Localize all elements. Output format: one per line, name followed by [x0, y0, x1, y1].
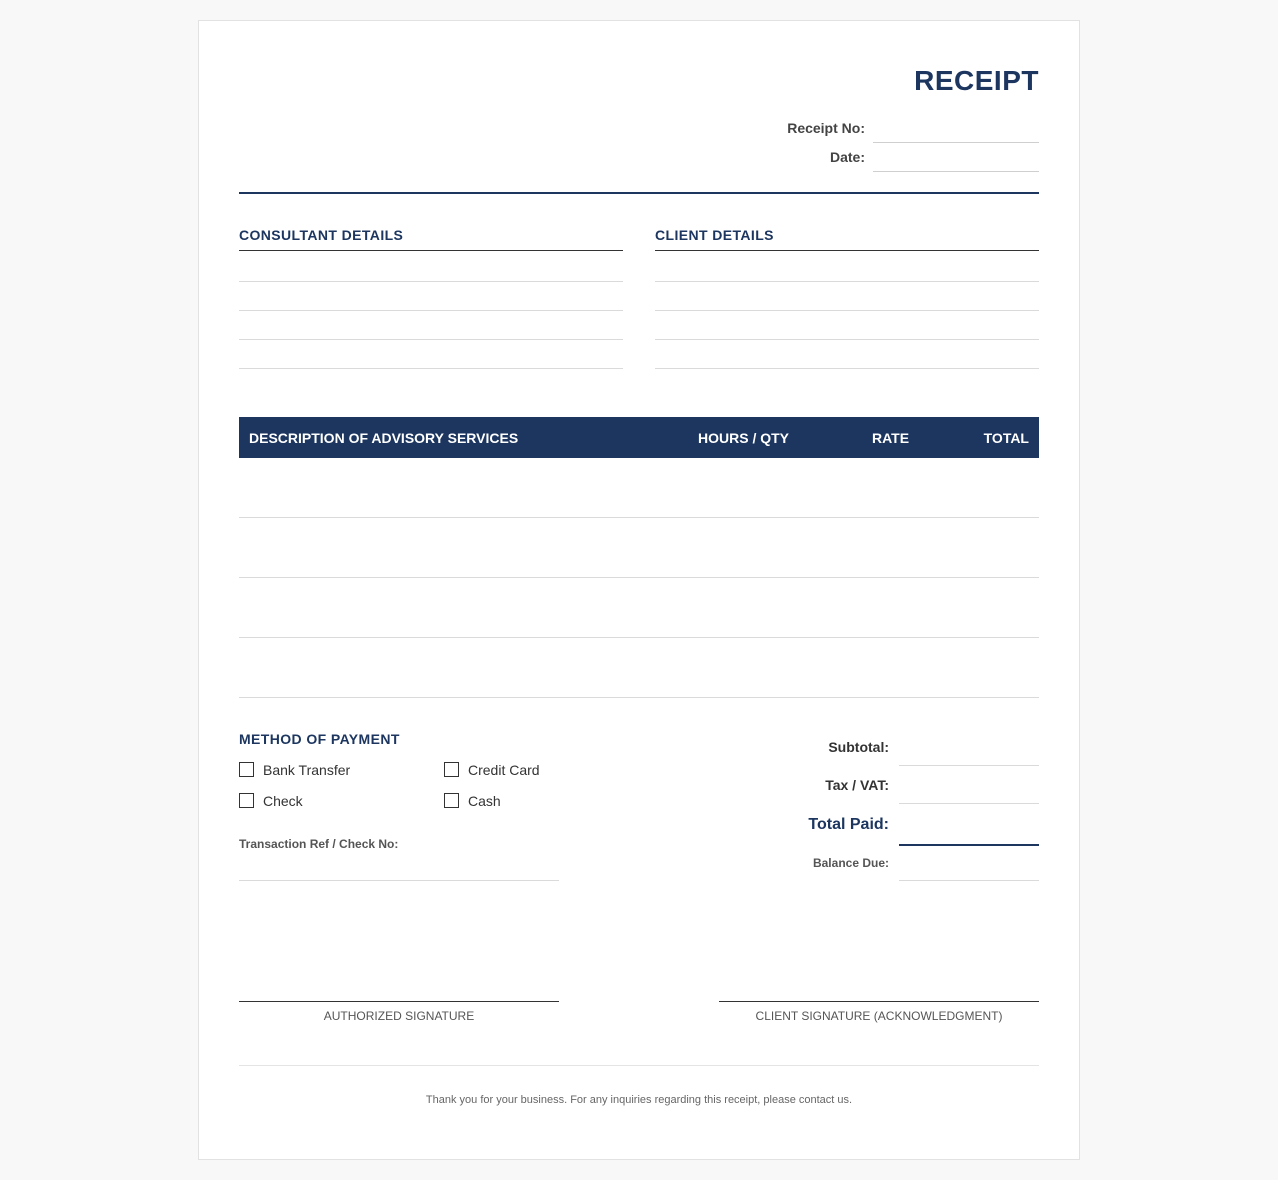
check-checkbox[interactable]	[239, 793, 254, 808]
subtotal-field[interactable]	[899, 765, 1039, 766]
total-paid-field[interactable]	[899, 844, 1039, 846]
check-label: Check	[263, 793, 303, 809]
table-row[interactable]	[239, 637, 1039, 638]
client-signature-line[interactable]	[719, 1001, 1039, 1002]
bank-transfer-label: Bank Transfer	[263, 762, 351, 778]
client-details-title: CLIENT DETAILS	[655, 227, 774, 243]
bank-transfer-checkbox[interactable]	[239, 762, 254, 777]
footer-note: Thank you for your business. For any inquiries regarding this receipt, please contact us.	[425, 1094, 853, 1106]
transaction-ref-label: Transaction Ref / Check No:	[239, 837, 399, 851]
column-rate: RATE	[872, 430, 910, 446]
table-row[interactable]	[239, 697, 1039, 698]
table-row[interactable]	[239, 577, 1039, 578]
client-line-4[interactable]	[655, 368, 1039, 369]
total-paid-label: Total Paid:	[808, 816, 889, 833]
header-divider	[239, 192, 1039, 194]
client-line-1[interactable]	[655, 281, 1039, 282]
authorized-signature-label: AUTHORIZED SIGNATURE	[323, 1009, 475, 1023]
balance-due-label: Balance Due:	[812, 856, 889, 870]
column-total: TOTAL	[983, 430, 1029, 446]
consultant-line-1[interactable]	[239, 281, 623, 282]
receipt-no-field[interactable]	[873, 142, 1039, 143]
client-line-3[interactable]	[655, 339, 1039, 340]
consultant-line-4[interactable]	[239, 368, 623, 369]
credit-card-checkbox[interactable]	[444, 762, 459, 777]
cash-checkbox[interactable]	[444, 793, 459, 808]
consultant-details-underline	[239, 250, 623, 251]
balance-due-field[interactable]	[899, 880, 1039, 881]
date-label: Date:	[829, 149, 865, 165]
table-row[interactable]	[239, 517, 1039, 518]
client-details-underline	[655, 250, 1039, 251]
services-table-header	[239, 417, 1039, 458]
tax-vat-label: Tax / VAT:	[825, 777, 889, 793]
footer-divider	[239, 1065, 1039, 1066]
receipt-title: RECEIPT	[914, 65, 1039, 96]
column-hours-qty: HOURS / QTY	[698, 430, 790, 446]
consultant-line-3[interactable]	[239, 339, 623, 340]
consultant-line-2[interactable]	[239, 310, 623, 311]
tax-vat-field[interactable]	[899, 803, 1039, 804]
transaction-ref-field[interactable]	[239, 880, 559, 881]
client-signature-label: CLIENT SIGNATURE (ACKNOWLEDGMENT)	[755, 1009, 1003, 1023]
consultant-details-title: CONSULTANT DETAILS	[239, 227, 404, 243]
authorized-signature-line[interactable]	[239, 1001, 559, 1002]
receipt-no-label: Receipt No:	[787, 120, 865, 136]
payment-method-title: METHOD OF PAYMENT	[239, 731, 400, 747]
credit-card-label: Credit Card	[468, 762, 540, 778]
client-line-2[interactable]	[655, 310, 1039, 311]
receipt-page	[198, 20, 1080, 1160]
cash-label: Cash	[468, 793, 501, 809]
subtotal-label: Subtotal:	[828, 739, 889, 755]
column-description: DESCRIPTION OF ADVISORY SERVICES	[249, 430, 519, 446]
date-field[interactable]	[873, 171, 1039, 172]
